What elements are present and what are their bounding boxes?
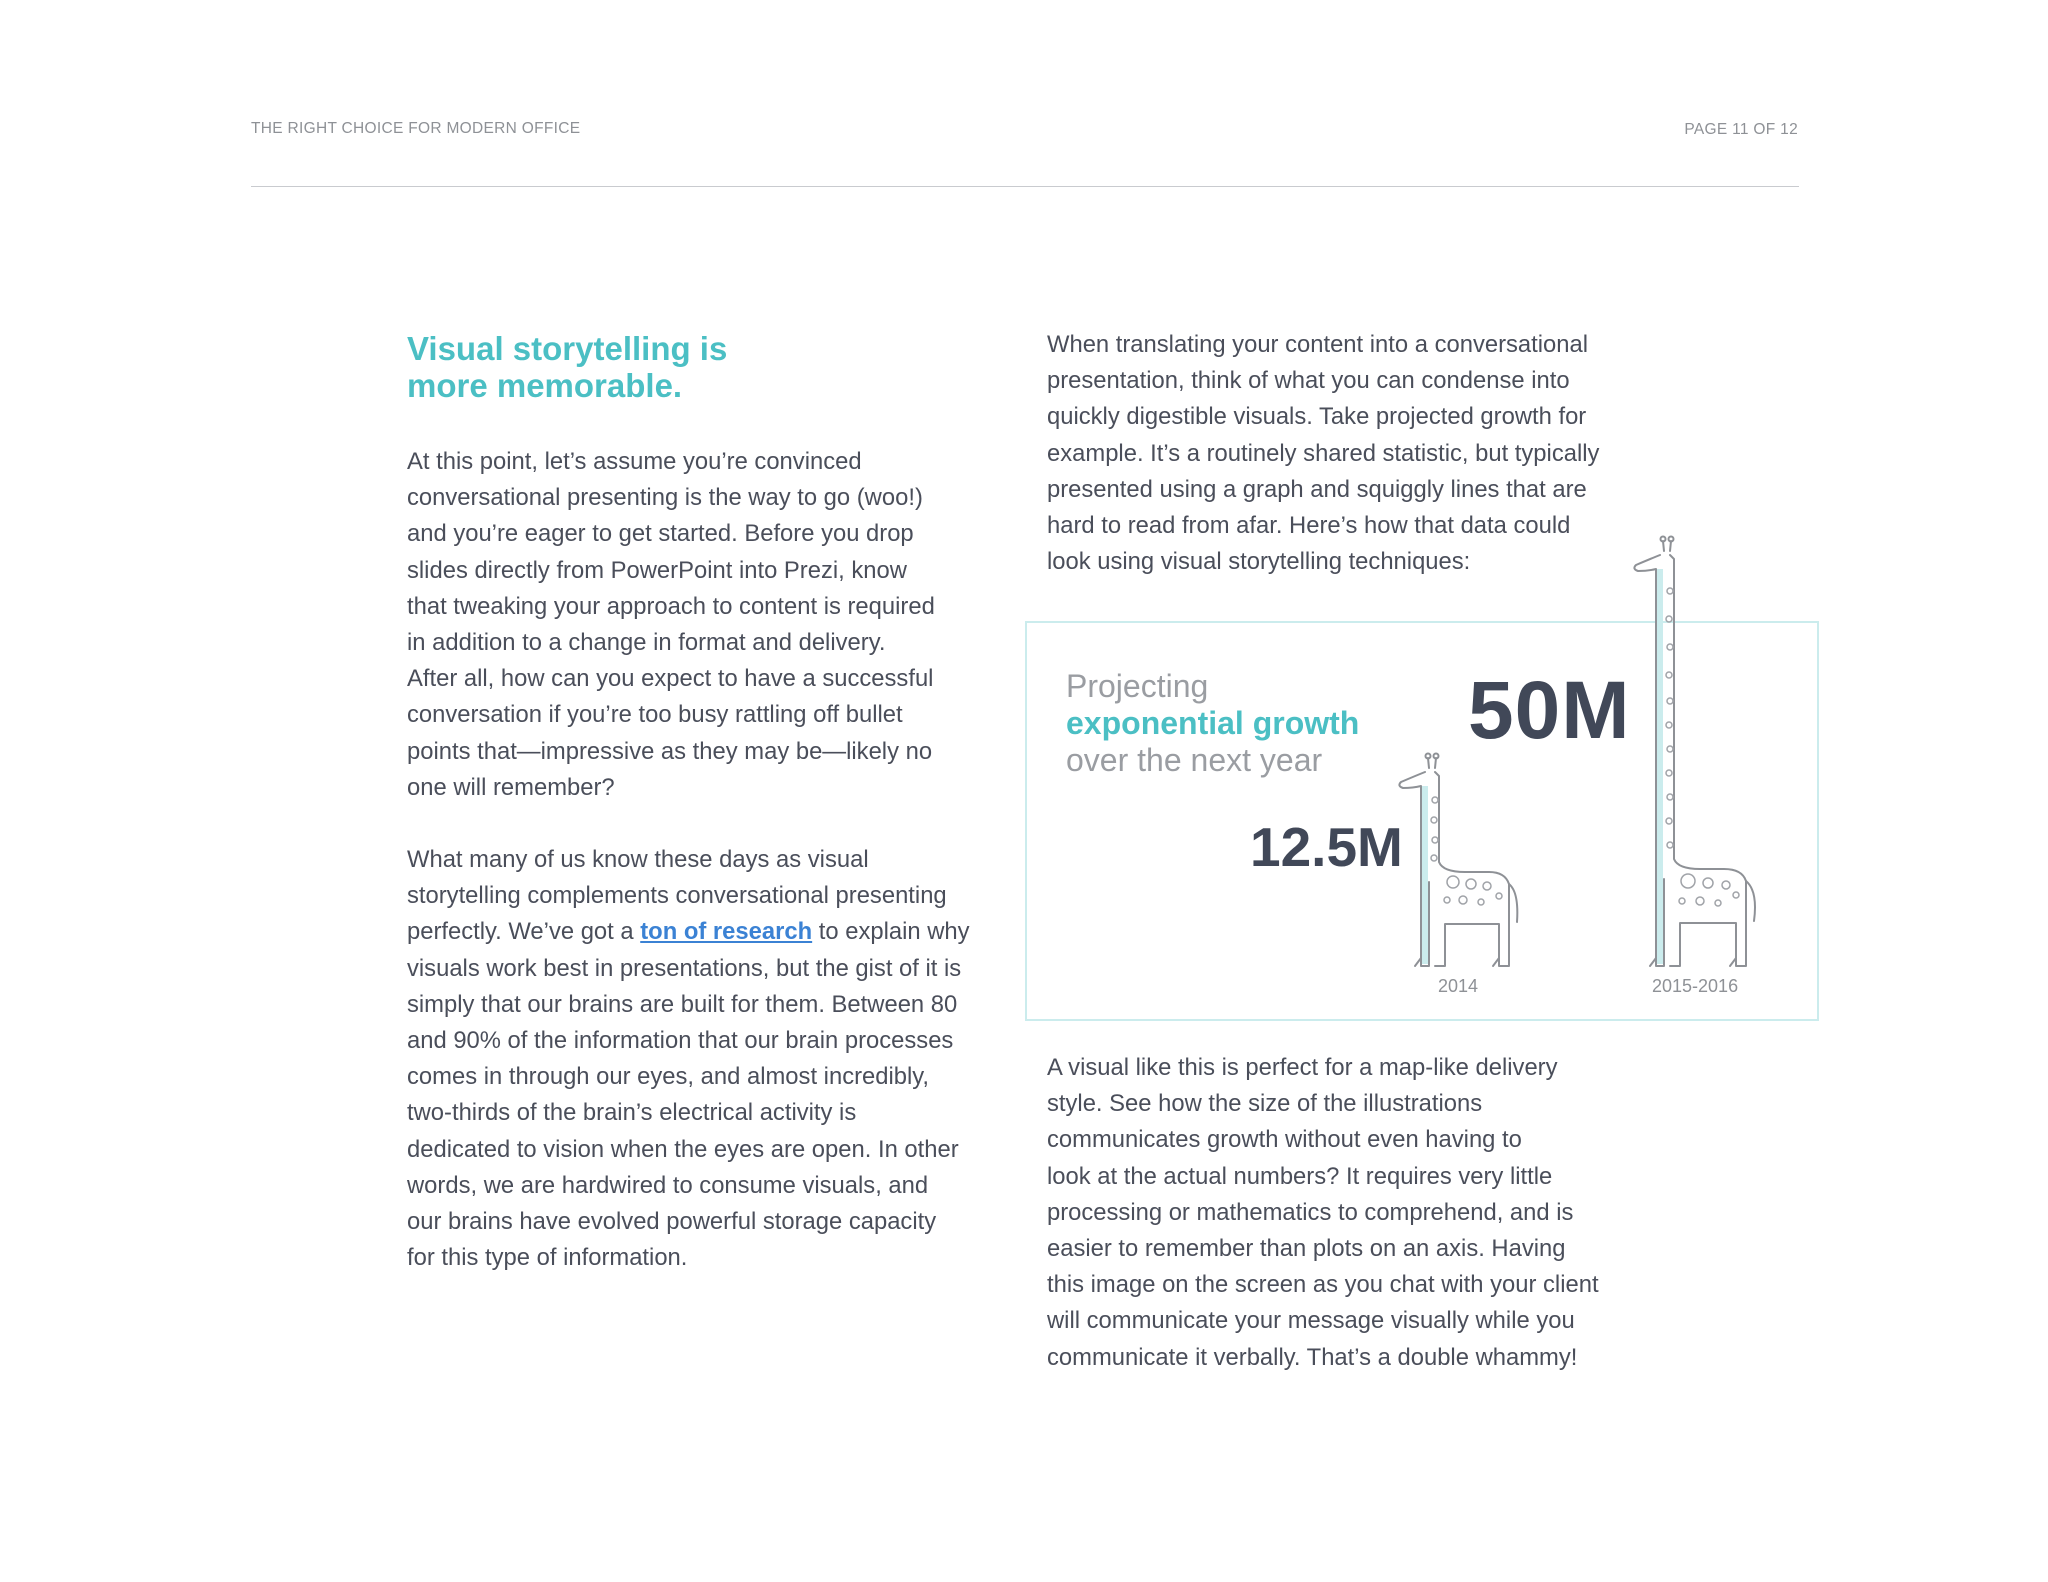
header-divider [251,186,1799,187]
text-line: for this type of information. [407,1244,688,1272]
text-line: example. It’s a routinely shared statistic, but typically [1047,439,1600,467]
text-line: look using visual storytelling techniques: [1047,548,1471,576]
value-2014: 12.5M [1250,816,1403,878]
text-line: our brains have evolved powerful storage capacity [407,1208,937,1236]
research-paragraph [407,842,970,1276]
value-2015-2016: 50M [1468,665,1631,756]
text-line: points that—impressive as they may be—likely no [407,737,933,765]
text-line: will communicate your message visually while you [1047,1307,1575,1335]
text-line: communicates growth without even having to [1047,1126,1522,1154]
text-line: storytelling complements conversational presenting [407,882,947,910]
caption-line: over the next year [1066,742,1323,778]
text-line: words, we are hardwired to consume visuals, and [407,1171,929,1199]
text-line: hard to read from afar. Here’s how that data could [1047,512,1571,540]
text-line: communicate it verbally. That’s a double whammy! [1047,1343,1578,1371]
text-line: look at the actual numbers? It requires very little [1047,1162,1553,1190]
text-line: and you’re eager to get started. Before you drop [407,520,914,548]
text-fragment: perfectly. We’ve got a [407,918,641,946]
small-giraffe-illustration [1395,752,1525,972]
page-number: PAGE 11 OF 12 [1684,121,1798,138]
text-line: and 90% of the information that our brain processes [407,1027,954,1055]
text-line: slides directly from PowerPoint into Prezi, know [407,556,907,584]
text-line: presented using a graph and squiggly lines that are [1047,475,1587,503]
text-line: easier to remember than plots on an axis. Having [1047,1235,1566,1263]
text-line: simply that our brains are built for them. Between 80 [407,990,958,1018]
year-label-2015-2016: 2015-2016 [1652,976,1739,996]
map-delivery-paragraph [1047,1050,1599,1376]
heading-line: Visual storytelling is [407,330,728,367]
translation-paragraph [1047,327,1599,580]
infographic-caption [1066,668,1359,779]
text-line: dedicated to vision when the eyes are open. In other [407,1135,959,1163]
section-heading [407,330,967,404]
text-line: presentation, think of what you can condense into [1047,367,1570,395]
research-link[interactable]: ton of research [640,918,813,946]
text-line: What many of us know these days as visual [407,846,869,873]
text-line: conversation if you’re too busy rattling off bullet [407,701,903,729]
text-line: that tweaking your approach to content is required [407,592,935,620]
text-fragment: to explain why [812,918,970,946]
text-line: this image on the screen as you chat with your client [1047,1271,1599,1299]
intro-paragraph [407,444,935,806]
text-line: conversational presenting is the way to go (woo!) [407,484,923,512]
caption-highlight: exponential growth [1066,705,1360,741]
text-line: processing or mathematics to comprehend, and is [1047,1198,1574,1226]
text-line: visuals work best in presentations, but the gist of it is [407,954,962,982]
text-line: When translating your content into a conversational [1047,331,1589,358]
text-line: A visual like this is perfect for a map-like delivery [1047,1054,1558,1081]
year-label-2014: 2014 [1438,976,1479,996]
text-line: comes in through our eyes, and almost incredibly, [407,1063,930,1091]
text-line: quickly digestible visuals. Take projected growth for [1047,403,1587,431]
text-line: one will remember? [407,773,615,801]
large-giraffe-illustration [1630,535,1770,970]
text-line: in addition to a change in format and delivery. [407,629,886,657]
running-header: THE RIGHT CHOICE FOR MODERN OFFICE [251,120,581,137]
text-line: After all, how can you expect to have a successful [407,665,934,693]
text-line: At this point, let’s assume you’re convinced [407,448,862,475]
heading-line: more memorable. [407,367,683,404]
caption-line: Projecting [1066,668,1209,704]
text-line: style. See how the size of the illustrations [1047,1090,1483,1118]
text-line-with-link [407,914,970,950]
text-line: two-thirds of the brain’s electrical activity is [407,1099,857,1127]
